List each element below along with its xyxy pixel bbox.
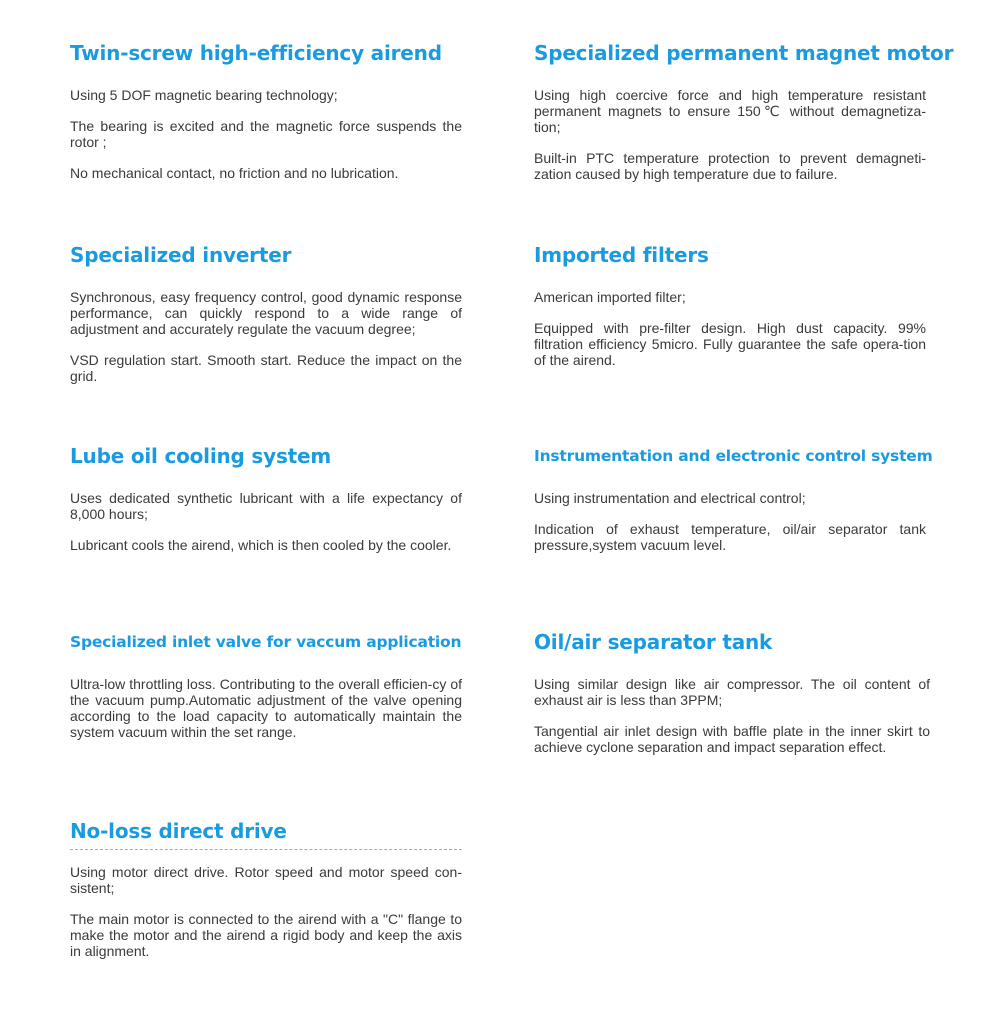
section-paragraph: Synchronous, easy frequency control, good dynamic response performance, can quickly respond to a wide range of adjustment and accurately regulate the vacuum degree; — [70, 289, 462, 337]
section-paragraph: Using high coercive force and high temperature resistant permanent magnets to ensure 150℃ without demagnetiza-tion; — [534, 87, 926, 135]
section-divider — [70, 849, 462, 850]
section-body — [70, 289, 462, 384]
section-paragraph: Ultra-low throttling loss. Contributing to the overall efficien-cy of the vacuum pump.Automatic adjustment of the valve opening according to the load capacity to automatically maintain the system vacuum within the set range. — [70, 676, 462, 740]
section-title: Twin-screw high-efficiency airend — [70, 41, 442, 65]
section-paragraph: The bearing is excited and the magnetic force suspends the rotor ; — [70, 118, 462, 150]
section-paragraph: Tangential air inlet design with baffle plate in the inner skirt to achieve cyclone separation and impact separation effect. — [534, 723, 930, 755]
section-body — [70, 864, 462, 959]
section-body — [70, 87, 462, 181]
section-paragraph: The main motor is connected to the airend with a "C" flange to make the motor and the airend a rigid body and keep the axis in alignment. — [70, 911, 462, 959]
section-paragraph: Equipped with pre-filter design. High dust capacity. 99% filtration efficiency 5micro. Fully guarantee the safe opera-tion of the airend. — [534, 320, 926, 368]
section-title: Instrumentation and electronic control system — [534, 447, 933, 465]
section-body — [70, 676, 462, 740]
section-title: Imported filters — [534, 243, 709, 267]
section-title: Specialized inlet valve for vaccum application — [70, 633, 462, 651]
feature-direct-drive — [70, 817, 462, 959]
section-title: Lube oil cooling system — [70, 444, 332, 468]
feature-permanent-magnet-motor — [534, 39, 954, 182]
section-title: No-loss direct drive — [70, 819, 287, 843]
section-body — [70, 490, 462, 553]
section-paragraph: Uses dedicated synthetic lubricant with a life expectancy of 8,000 hours; — [70, 490, 462, 522]
section-body — [534, 87, 926, 182]
section-body — [534, 676, 930, 755]
section-title: Specialized permanent magnet motor — [534, 41, 954, 65]
section-title: Specialized inverter — [70, 243, 292, 267]
section-paragraph: Using motor direct drive. Rotor speed and motor speed con-sistent; — [70, 864, 462, 896]
feature-inlet-valve — [70, 628, 462, 740]
feature-lube-oil-cooling — [70, 442, 462, 553]
section-title: Oil/air separator tank — [534, 630, 773, 654]
section-paragraph: Using instrumentation and electrical control; — [534, 490, 806, 506]
section-body — [534, 490, 926, 553]
section-paragraph: American imported filter; — [534, 289, 686, 305]
section-paragraph: VSD regulation start. Smooth start. Reduce the impact on the grid. — [70, 352, 462, 384]
section-paragraph: Using similar design like air compressor. The oil content of exhaust air is less than 3PPM; — [534, 676, 930, 708]
feature-oil-air-separator — [534, 628, 930, 755]
feature-imported-filters — [534, 241, 926, 368]
section-body — [534, 289, 926, 368]
feature-twin-screw-airend — [70, 39, 462, 181]
section-paragraph: Using 5 DOF magnetic bearing technology; — [70, 87, 338, 103]
feature-instrumentation-control — [534, 442, 933, 553]
feature-specialized-inverter — [70, 241, 462, 384]
section-paragraph: No mechanical contact, no friction and no lubrication. — [70, 165, 399, 181]
section-paragraph: Lubricant cools the airend, which is then cooled by the cooler. — [70, 537, 452, 553]
section-paragraph: Built-in PTC temperature protection to prevent demagneti-zation caused by high temperature due to failure. — [534, 150, 926, 182]
section-paragraph: Indication of exhaust temperature, oil/air separator tank pressure,system vacuum level. — [534, 521, 926, 553]
